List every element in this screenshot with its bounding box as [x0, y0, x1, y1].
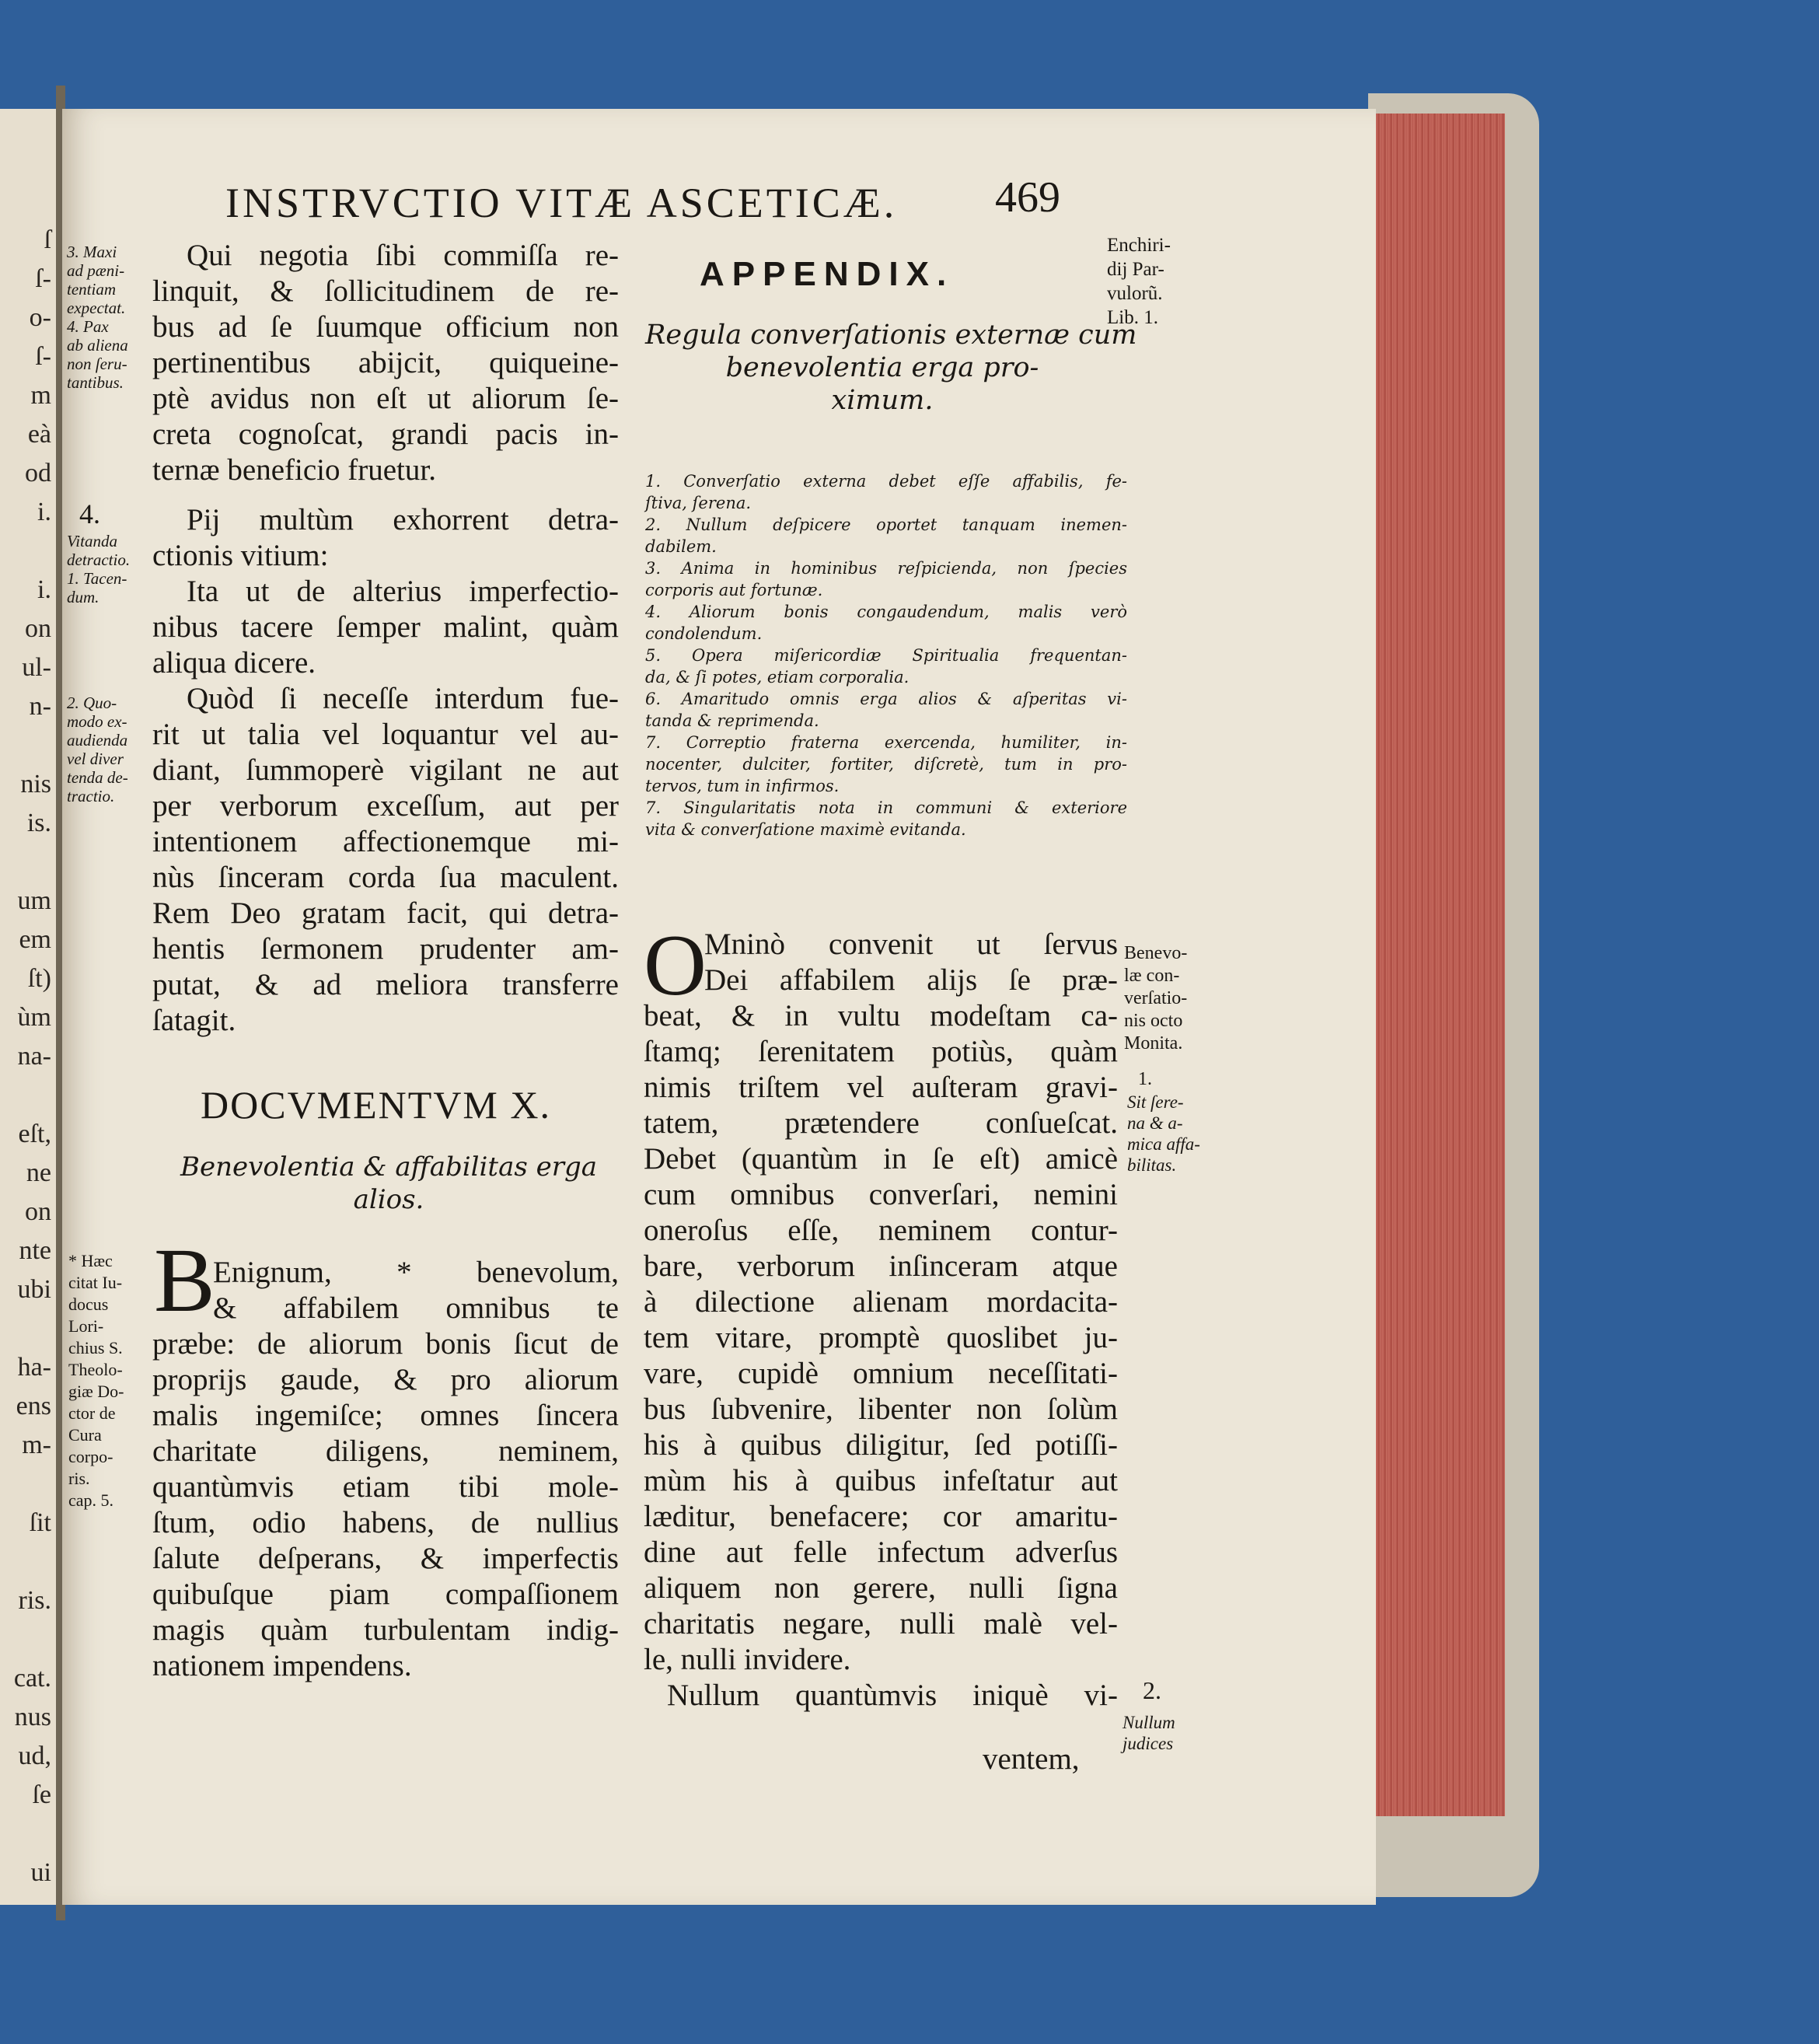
facing-text-fragment: on: [25, 1197, 51, 1226]
rule-item: 7. Singularitatis nota in communi & exteriore vita & converſatione maximè evitanda.: [645, 798, 1127, 839]
rule-item: 7. Correptio fraterna exercenda, humiliter, in- nocenter, dulciter, fortiter, diſcretè, tum in pro- tervos, tum in infirmos.: [645, 733, 1127, 795]
facing-text-fragment: ens: [16, 1392, 51, 1420]
rule-item: 4. Aliorum bonis congaudendum, malis verò condolendum.: [645, 603, 1127, 643]
facing-text-fragment: ſ: [44, 225, 51, 254]
left-para-1: Qui negotia ſibi commiſſa re- linquit, & ſollicitudinem de re- bus ad ſe ſuumque officium non pertinentibus abijcit, quiqueine- ptè avidus non eſt ut aliorum ſe- creta cognoſcat, grandi pacis in- ternæ beneficio fruetur.: [152, 239, 619, 487]
facing-text-fragment: ſ-: [35, 264, 51, 293]
margin-note-lorichius: * Hæc citat Iu- docus Lori- chius S. Theolo- giæ Do- ctor de Cura corpo- ris. cap. 5.: [68, 1251, 124, 1510]
document-subheading: Benevolentia & affabilitas erga alios.: [180, 1151, 597, 1215]
facing-text-fragment: ris.: [18, 1586, 51, 1615]
appendix-subtitle: Regula converſationis externæ cum benevolentia erga pro- ximum.: [645, 320, 1137, 416]
facing-text-fragment: na-: [17, 1042, 51, 1071]
facing-text-fragment: ſit: [29, 1508, 51, 1537]
facing-text-fragment: ſ-: [35, 342, 51, 371]
facing-text-fragment: ul-: [22, 653, 51, 682]
left-para-4: Quòd ſi neceſſe interdum fue- rit ut talia vel loquantur vel au- diant, ſummoperè vigilant ne aut per verborum exceſſum, aut per intentionem affectionemque mi- nùs ſinceram corda ſua maculent. Rem Deo gratam facit, qui detra- hentis ſermonem prudenter am- putat, & ad meliora transferre ſatagit.: [152, 682, 619, 1037]
facing-text-fragment: n-: [29, 692, 51, 721]
margin-note-3-4: 3. Maxi ad pæni- tentiam expectat. 4. Pax ab aliena non ſeru- tantibus.: [67, 243, 128, 392]
facing-text-fragment: ubi: [17, 1275, 51, 1304]
margin-note-judices: Nullum judices: [1122, 1713, 1175, 1753]
facing-text-fragment: i.: [37, 498, 51, 526]
facing-text-fragment: nis: [20, 770, 51, 798]
page-number: 469: [995, 173, 1060, 222]
facing-text-fragment: od: [25, 459, 51, 487]
facing-text-fragment: nte: [19, 1236, 51, 1265]
facing-text-fragment: ſt): [27, 964, 51, 993]
facing-text-fragment: eſt,: [18, 1120, 51, 1148]
facing-text-fragment: [0, 1819, 54, 1850]
margin-note-detraction: Vitanda detractio. 1. Tacen- dum.: [67, 532, 131, 606]
left-para-2: Pij multùm exhorrent detra- ctionis vitium:: [152, 503, 619, 572]
facing-text-fragment: um: [17, 886, 51, 915]
facing-text-fragment: ud,: [18, 1742, 51, 1770]
facing-text-fragment: is.: [26, 809, 51, 837]
facing-page: [0, 109, 58, 1905]
document-heading: DOCVMENTVM X.: [201, 1083, 551, 1127]
facing-text-fragment: ne: [26, 1158, 51, 1187]
red-page-edge: [1374, 114, 1505, 1816]
appendix-rules: [645, 470, 1127, 840]
facing-text-fragment: i.: [37, 575, 51, 604]
rule-item: 5. Opera miſericordiæ Spiritualia frequentan- da, & ſi potes, etiam corporalia.: [645, 646, 1127, 687]
margin-note-hearing: 2. Quo- modo ex- audienda vel diver tenda de- tractio.: [67, 694, 128, 805]
facing-text-fragment: [0, 1469, 54, 1501]
running-head: INSTRVCTIO VITÆ ASCETICÆ.: [225, 180, 898, 226]
appendix-title: APPENDIX.: [700, 255, 955, 293]
facing-text-fragment: on: [25, 614, 51, 643]
facing-text-fragment: [0, 1314, 54, 1345]
facing-text-fragment: cat.: [13, 1664, 51, 1693]
rule-item: 1. Converſatio externa debet eſſe affabilis, fe- ſtiva, ſerena.: [645, 472, 1127, 512]
facing-text-fragment: ui: [30, 1858, 51, 1887]
catchword: ventem,: [983, 1742, 1080, 1776]
top-margin-note: Enchiri- dij Par- vulorũ. Lib. 1.: [1107, 235, 1171, 328]
rule-item: 3. Anima in hominibus reſpicienda, non ſpecies corporis aut fortunæ.: [645, 559, 1127, 599]
facing-text-fragment: [0, 847, 54, 879]
facing-text-fragment: ſe: [32, 1780, 51, 1809]
facing-text-fragment: [0, 731, 54, 762]
facing-text-fragment: [0, 1625, 54, 1656]
facing-text-fragment: o-: [29, 303, 51, 332]
facing-text-fragment: m-: [22, 1431, 51, 1459]
facing-text-fragment: [0, 1081, 54, 1112]
facing-text-fragment: [0, 536, 54, 568]
facing-text-fragment: ùm: [17, 1003, 51, 1032]
margin-note-monita: Benevo- læ con- verſatio- nis octo Monita.: [1124, 943, 1188, 1053]
margin-note-serena: Sit ſere- na & a- mica affa- bilitas.: [1127, 1092, 1200, 1175]
facing-text-fragment: ha-: [17, 1353, 51, 1382]
drop-cap-b: B: [154, 1229, 215, 1331]
drop-cap-o: O: [644, 917, 707, 1014]
facing-text-fragment: m: [30, 381, 51, 410]
left-para-5: Enignum, * benevolum, & affabilem omnibus te præbe: de aliorum bonis ſicut de proprijs gaude, & pro aliorum malis ingemiſce; omnes ſincera charitate diligens, neminem, quantùmvis etiam tibi mole- ſtum, odio habens, de nullius ſalute deſperans, & imperfectis quibuſque piam compaſſionem magis quàm turbulentam indig- nationem impendens.: [152, 1256, 619, 1682]
right-para-1: Mninò convenit ut ſervus Dei affabilem alijs ſe præ- beat, & in vultu modeſtam ca- ſtamq; ſerenitatem potiùs, quàm nimis triſtem vel auſteram gravi- tatem, prætendere conſueſcat. Debet (quantùm in ſe eſt) amicè cum omnibus converſari, nemini oneroſus eſſe, neminem contur- bare, verborum inſinceram atque à dilectione alienam mordacita- tem vitare, promptè quoslibet ju- vare, cupidè omnium neceſſitati- bus ſubvenire, libenter non ſolùm his à quibus diligitur, ſed potiſſi- mùm his à quibus infeſtatur aut læditur, benefacere; cor amaritu- dine aut felle infectum adverſus aliquem non gerere, nulli ſigna charitatis negare, nulli malè vel- le, nulli invidere. Nullum quantùmvis iniquè vi-: [644, 928, 1118, 1712]
margin-note-number-1: 1.: [1138, 1069, 1152, 1089]
facing-text-fragment: eà: [27, 420, 51, 449]
margin-note-number-2: 2.: [1143, 1676, 1161, 1704]
facing-text-fragment: em: [19, 925, 51, 954]
left-para-3: Ita ut de alterius imperfectio- nibus tacere ſemper malint, quàm aliqua dicere.: [152, 575, 619, 680]
rule-item: 2. Nullum deſpicere oportet tanquam inemen- dabilem.: [645, 515, 1127, 556]
para-number-4: 4.: [79, 498, 100, 529]
facing-text-fragment: [0, 1547, 54, 1578]
rule-item: 6. Amaritudo omnis erga alios & aſperitas vi- tanda & reprimenda.: [645, 690, 1127, 730]
facing-text-fragment: nus: [14, 1703, 51, 1731]
